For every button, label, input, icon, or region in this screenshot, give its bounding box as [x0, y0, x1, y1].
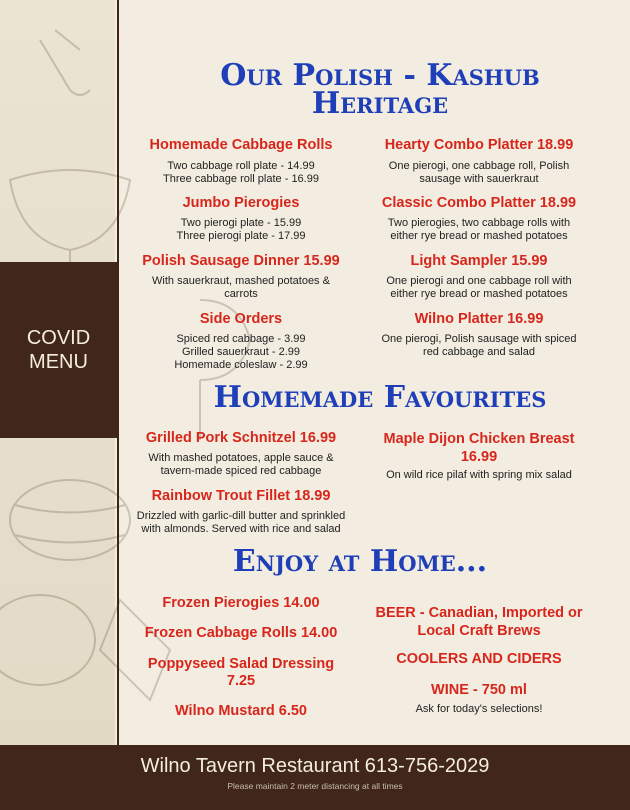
menu-item-title: Homemade Cabbage Rolls	[149, 137, 333, 153]
home-item-title: Frozen Cabbage Rolls 14.00	[144, 625, 338, 641]
desc-line: Two cabbage roll plate - 14.99	[167, 160, 315, 172]
distancing-note: Please maintain 2 meter distancing at all times	[227, 781, 403, 791]
home-item-title: Frozen Pierogies 14.00	[162, 595, 320, 611]
corkscrew-sketch	[40, 30, 90, 95]
desc-line: Drizzled with garlic-dill butter and sprinkled	[136, 510, 346, 522]
home-item-title	[126, 656, 356, 690]
menu-item-desc	[126, 217, 356, 243]
covid-label: COVID	[26, 327, 91, 349]
home-item-title: Wilno Mustard 6.50	[174, 703, 307, 719]
desc-line: With mashed potatoes, apple sauce &	[148, 452, 334, 464]
coolers-title: COOLERS AND CIDERS	[396, 651, 562, 667]
desc-line: Grilled sauerkraut - 2.99	[182, 346, 300, 358]
beer-title	[360, 604, 598, 640]
menu-item-title: Light Sampler 15.99	[410, 253, 548, 269]
desc-line: red cabbage and salad	[423, 346, 535, 358]
menu-item-desc	[126, 275, 356, 301]
menu-item-title	[360, 430, 598, 466]
desc-line: One pierogi and one cabbage roll with	[386, 275, 572, 287]
title-line: Poppyseed Salad Dressing	[147, 656, 335, 672]
desc-line: Homemade coleslaw - 2.99	[174, 359, 308, 371]
desc-line: Three pierogi plate - 17.99	[176, 230, 306, 242]
desc-line: Two pierogies, two cabbage rolls with	[387, 217, 571, 229]
menu-item-desc	[126, 160, 356, 186]
restaurant-name-phone: Wilno Tavern Restaurant 613-756-2029	[140, 755, 490, 777]
desc-line: sausage with sauerkraut	[419, 173, 539, 185]
menu-item-desc	[126, 510, 356, 536]
menu-item-title: Grilled Pork Schnitzel 16.99	[145, 430, 337, 446]
wine-note: Ask for today's selections!	[415, 703, 543, 715]
desc-line: Three cabbage roll plate - 16.99	[163, 173, 319, 185]
desc-line: Spiced red cabbage - 3.99	[176, 333, 306, 345]
heritage-heading-line1: Our Polish - Kashub	[220, 58, 540, 93]
sidebar-divider-line	[117, 0, 119, 745]
heritage-heading-line2: Heritage	[311, 86, 449, 121]
title-line: 7.25	[226, 673, 256, 689]
desc-line: With sauerkraut, mashed potatoes &	[152, 275, 330, 287]
menu-item-title: Jumbo Pierogies	[182, 195, 300, 211]
menu-item-title: Hearty Combo Platter 18.99	[384, 137, 574, 153]
barrel-sketch-lines	[15, 505, 125, 543]
desc-line: On wild rice pilaf with spring mix salad	[386, 469, 572, 481]
menu-item-desc	[360, 160, 598, 186]
desc-line: One pierogi, one cabbage roll, Polish	[388, 160, 570, 172]
title-line: Local Craft Brews	[417, 623, 541, 639]
barrel-sketch-2	[0, 595, 95, 685]
favourites-heading: Homemade Favourites	[213, 380, 547, 415]
menu-label: MENU	[29, 351, 88, 373]
menu-item-title: Side Orders	[199, 311, 283, 327]
title-line: 16.99	[460, 449, 498, 465]
heritage-heading	[130, 58, 630, 121]
menu-item-title: Rainbow Trout Fillet 18.99	[151, 488, 331, 504]
enjoy-at-home-heading: Enjoy at Home...	[232, 544, 488, 579]
title-line: Maple Dijon Chicken Breast	[383, 431, 575, 447]
menu-item-desc	[360, 469, 598, 482]
desc-line: One pierogi, Polish sausage with spiced	[381, 333, 577, 345]
desc-line: with almonds. Served with rice and salad	[141, 523, 341, 535]
menu-item-title: Wilno Platter 16.99	[414, 311, 544, 327]
title-line: BEER - Canadian, Imported or	[375, 605, 583, 621]
covid-menu-badge	[0, 262, 117, 438]
desc-line: either rye bread or mashed potatoes	[390, 230, 568, 242]
menu-item-desc	[360, 217, 598, 243]
wine-title: WINE - 750 ml	[431, 682, 527, 698]
menu-item-title: Classic Combo Platter 18.99	[381, 195, 577, 211]
menu-item-desc	[126, 452, 356, 478]
menu-item-desc	[360, 275, 598, 301]
desc-line: tavern-made spiced red cabbage	[160, 465, 322, 477]
desc-line: either rye bread or mashed potatoes	[390, 288, 568, 300]
desc-line: carrots	[224, 288, 258, 300]
menu-item-desc	[360, 333, 598, 359]
desc-line: Two pierogi plate - 15.99	[180, 217, 302, 229]
menu-item-desc	[126, 333, 356, 372]
menu-item-title: Polish Sausage Dinner 15.99	[142, 253, 340, 269]
